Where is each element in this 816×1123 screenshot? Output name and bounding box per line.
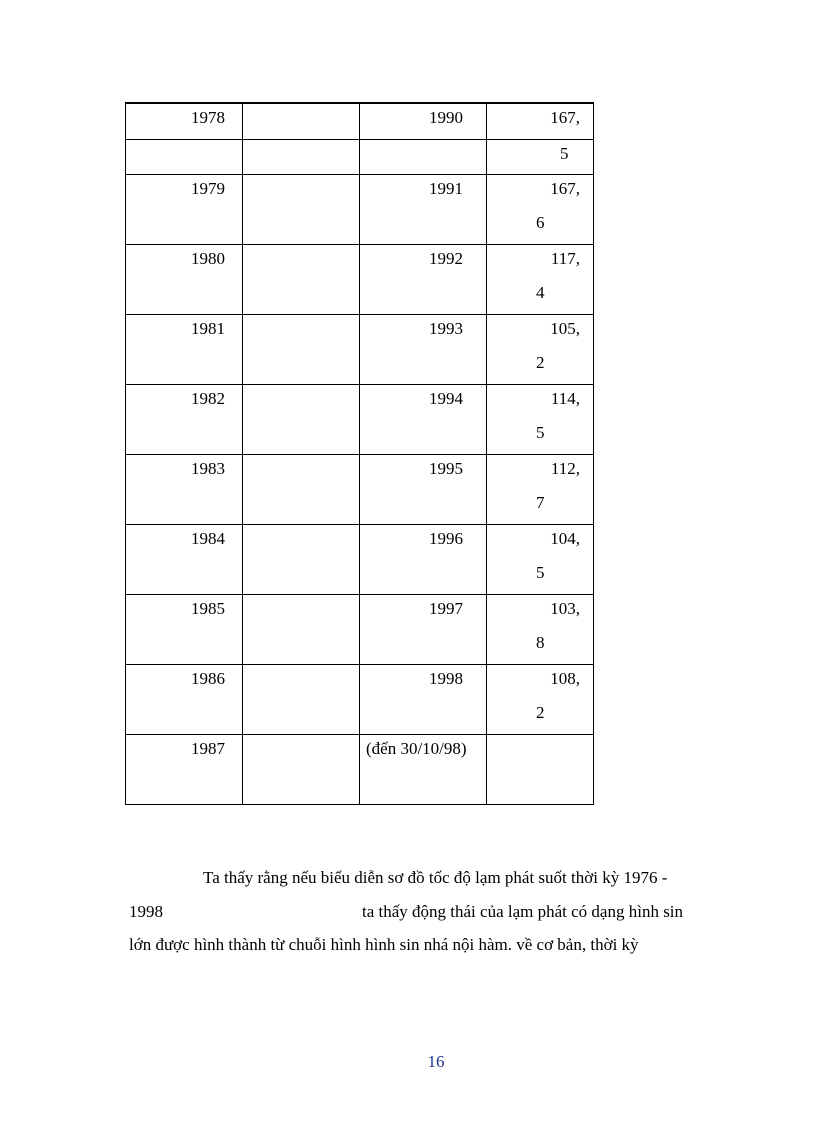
table-cell [126,315,243,385]
value-integer: 105, [550,319,580,338]
paragraph-year: 1998 [129,902,163,921]
table-cell [126,455,243,525]
table-cell [126,175,243,245]
inflation-table [125,102,594,805]
table-row [126,665,594,735]
table-cell [487,385,594,455]
date-note: (đến 30/10/98) [366,739,467,758]
year-left: 1985 [191,599,225,618]
table-cell [360,735,487,805]
value-integer: 112, [550,459,580,478]
table-cell [487,175,594,245]
year-left: 1984 [191,529,225,548]
table-row [126,455,594,525]
table-cell [243,385,360,455]
paragraph-line-1: Ta thấy rằng nếu biểu diễn sơ đồ tốc độ lạm phát suốt thời kỳ 1976 - [203,868,668,887]
year-right: 1991 [429,179,463,198]
table-row [126,175,594,245]
table-cell [487,245,594,315]
year-left: 1983 [191,459,225,478]
value-decimal: 2 [536,353,545,372]
value-decimal: 4 [536,283,545,302]
year-right: 1994 [429,389,463,408]
value-integer: 104, [550,529,580,548]
table-cell [360,140,487,175]
year-left: 1987 [191,739,225,758]
table-cell [243,315,360,385]
table-cell [360,525,487,595]
year-left: 1982 [191,389,225,408]
table-row [126,525,594,595]
year-right: 1992 [429,249,463,268]
table-cell [243,245,360,315]
table-cell [360,245,487,315]
paragraph-line-2 [129,902,725,922]
year-left: 1986 [191,669,225,688]
table-cell [487,315,594,385]
year-left: 1981 [191,319,225,338]
year-left: 1979 [191,179,225,198]
table-cell [243,455,360,525]
table-cell [360,455,487,525]
year-left: 1978 [191,108,225,127]
value-decimal: 2 [536,703,545,722]
table-cell [243,103,360,140]
table-cell [243,175,360,245]
table-cell [487,595,594,665]
year-right: 1997 [429,599,463,618]
value-integer: 167, [550,108,580,127]
value-decimal: 5 [536,423,545,442]
table-cell [126,665,243,735]
value-decimal: 5 [560,144,569,163]
table-cell [360,385,487,455]
value-decimal: 7 [536,493,545,512]
table-cell [487,665,594,735]
year-right: 1998 [429,669,463,688]
table-cell [487,525,594,595]
value-integer: 103, [550,599,580,618]
table-cell [360,665,487,735]
value-integer: 117, [550,249,580,268]
table-cell [126,245,243,315]
value-decimal: 8 [536,633,545,652]
table-cell [126,525,243,595]
year-right: 1993 [429,319,463,338]
value-decimal: 5 [536,563,545,582]
table-row [126,103,594,140]
table-cell [487,103,594,140]
table-cell [126,103,243,140]
table-cell [243,525,360,595]
table-row [126,140,594,175]
table-cell [360,315,487,385]
table-cell [126,140,243,175]
table-cell [126,735,243,805]
paragraph-line-2-text: ta thấy động thái của lạm phát có dạng hình sin [362,902,684,921]
table-row [126,595,594,665]
year-right: 1990 [429,108,463,127]
paragraph-line-3: lớn được hình thành từ chuỗi hình hình sin nhá nội hàm. về cơ bản, thời kỳ [129,935,639,954]
table-cell [487,455,594,525]
table-row [126,315,594,385]
table-cell [126,385,243,455]
table-cell [243,140,360,175]
table-row [126,735,594,805]
table-row [126,245,594,315]
table-row [126,385,594,455]
value-integer: 108, [550,669,580,688]
table-cell [360,595,487,665]
value-integer: 114, [550,389,580,408]
value-decimal: 6 [536,213,545,232]
table-cell [126,595,243,665]
page-number: 16 [427,1052,445,1071]
table-cell [243,595,360,665]
table-cell [360,103,487,140]
table-cell [243,735,360,805]
value-integer: 167, [550,179,580,198]
table-cell [360,175,487,245]
year-right: 1995 [429,459,463,478]
table-cell [243,665,360,735]
table-cell [487,735,594,805]
year-right: 1996 [429,529,463,548]
year-left: 1980 [191,249,225,268]
table-cell [487,140,594,175]
